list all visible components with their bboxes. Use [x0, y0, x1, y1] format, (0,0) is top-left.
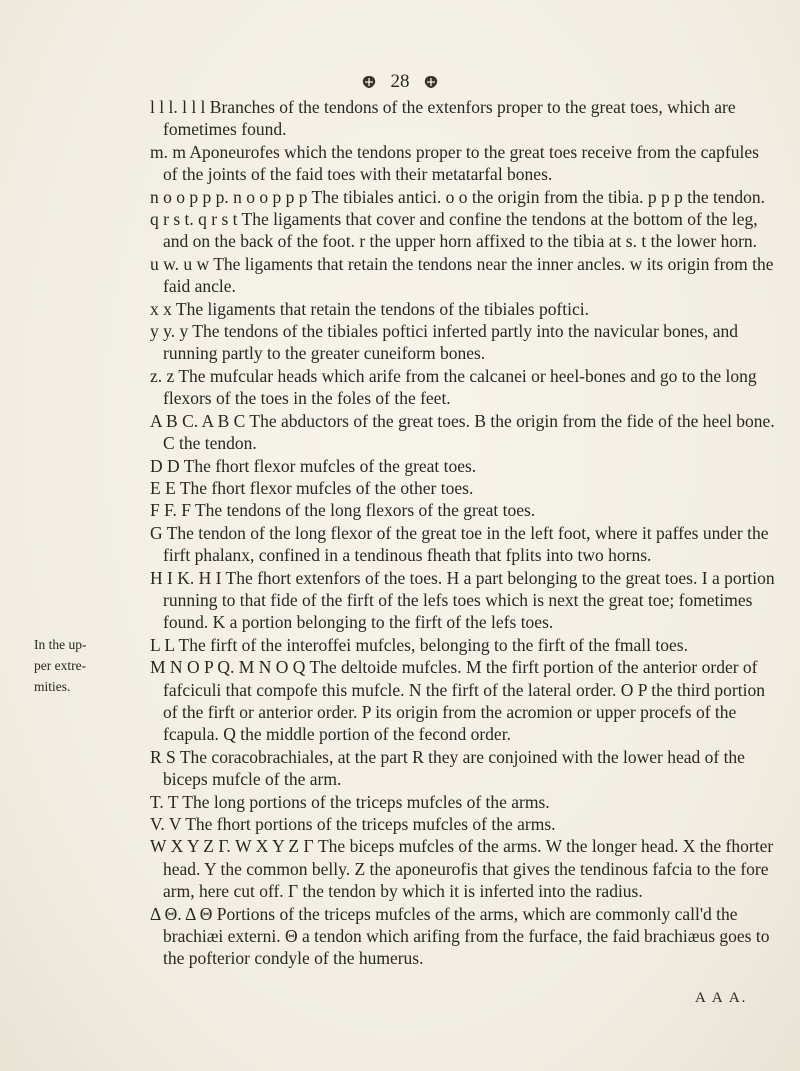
legend-entry: W X Y Z Γ. W X Y Z Γ The biceps mufcles of the arms. W the longer head. X the fhorter head. Y the common belly. Z the aponeurofis that gives the tendinous fafcia to the fore arm, here cut off. Γ the tendon by which it is inferted into the radius.	[150, 836, 774, 902]
legend-entry: E E The fhort flexor mufcles of the other toes.	[150, 477, 474, 498]
legend-entry: V. V The fhort portions of the triceps mufcles of the arms.	[150, 814, 556, 834]
legend-entry: Δ Θ. Δ Θ Portions of the triceps mufcles of the arms, which are commonly call'd the brachiæi externi. Θ a tendon which arifing from the furface, the faid brachiæus goes to the pofterior condyle of the humerus.	[150, 903, 770, 969]
legend-entry: T. T The long portions of the triceps mufcles of the arms.	[150, 791, 550, 812]
legend-entry: l l l. l l l Branches of the tendons of the extenfors proper to the great toes, which are fometimes found.	[150, 97, 736, 140]
legend-entry: m. m Aponeurofes which the tendons proper to the great toes receive from the capfules of the joints of the faid toes with their metatarfal bones.	[150, 141, 759, 185]
legend-entry: F F. F The tendons of the long flexors of the great toes.	[150, 500, 536, 521]
legend-entry: R S The coracobrachiales, at the part R they are conjoined with the lower head of the biceps mufcle of the arm.	[150, 746, 745, 790]
legend-entry: q r s t. q r s t The ligaments that cover and confine the tendons at the bottom of the leg, and on the back of the foot. r the upper horn affixed to the tibia at s. t the lower horn.	[150, 209, 758, 252]
margin-note-line: mities.	[34, 679, 71, 694]
legend-entry: z. z The mufcular heads which arife from the calcanei or heel-bones and go to the long flexors of the toes in the foles of the feet.	[150, 365, 757, 409]
legend-entry: D D The fhort flexor mufcles of the great toes.	[150, 455, 477, 476]
legend-entry: L L The firft of the interoffei mufcles, belonging to the firft of the fmall toes.	[150, 634, 688, 655]
page-number: 28	[390, 70, 410, 92]
legend-text	[150, 96, 775, 970]
margin-note-line: In the up-	[34, 637, 87, 652]
legend-entry: H I K. H I The fhort extenfors of the toes. H a part belonging to the great toes. I a portion running to that fide of the firft of the lefs toes which is next the great toe; fometimes found. K a portion belonging to the firft of the lefs toes.	[150, 567, 775, 633]
legend-entry: A B C. A B C The abductors of the great toes. B the origin from the fide of the heel bone. C the tendon.	[150, 410, 775, 454]
fleuron-ornament-right	[422, 75, 440, 89]
catchword: A A A.	[695, 990, 748, 1006]
fleuron-ornament-left	[360, 75, 378, 89]
margin-note-line: per extre-	[34, 658, 87, 673]
legend-entry: n o o p p p. n o o p p p The tibiales antici. o o the origin from the tibia. p p p the tendon.	[150, 186, 765, 207]
legend-entry: G The tendon of the long flexor of the great toe in the left foot, where it paffes under the firft phalanx, confined in a tendinous fheath that fplits into two horns.	[150, 522, 769, 566]
legend-entry: y y. y The tendons of the tibiales poftici inferted partly into the navicular bones, and running partly to the greater cuneiform bones.	[150, 321, 739, 364]
legend-entry: x x The ligaments that retain the tendons of the tibiales poftici.	[150, 298, 590, 319]
page-header	[0, 70, 800, 93]
legend-entry: u w. u w The ligaments that retain the tendons near the inner ancles. w its origin from the faid ancle.	[150, 253, 774, 297]
legend-entry: M N O P Q. M N O Q The deltoide mufcles. M the firft portion of the anterior order of fafciculi that compofe this mufcle. N the firft of the lateral order. O P the third portion of the firft or anterior order. P its origin from the acromion or upper procefs of the fcapula. Q the middle portion of the fecond order.	[150, 657, 765, 745]
margin-note	[34, 634, 98, 697]
